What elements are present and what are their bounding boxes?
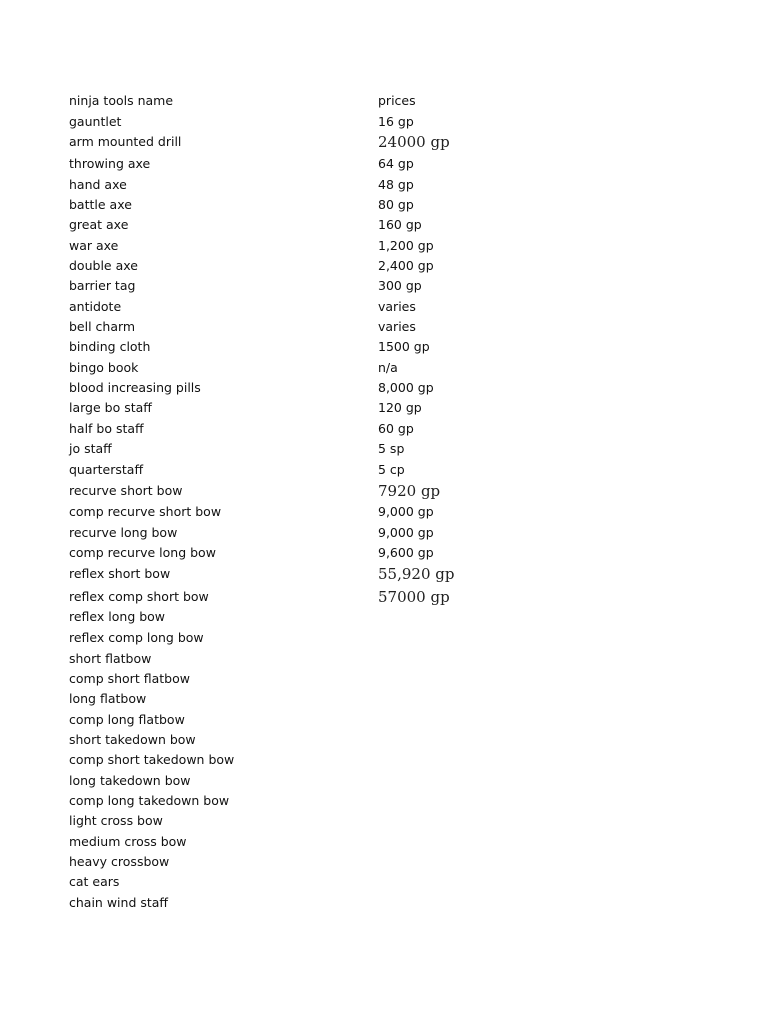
table-row [69,219,709,240]
table-row [69,611,709,632]
item-price: 48 gp [378,177,414,192]
item-name: throwing axe [69,156,151,171]
table-row [69,588,709,612]
item-name: barrier tag [69,278,136,293]
item-price: 300 gp [378,278,422,293]
name-column-header: ninja tools name [69,93,174,108]
table-row [69,876,709,897]
item-name: heavy crossbow [69,854,170,869]
table-header-row [69,95,709,116]
item-price: 57000 gp [378,588,450,606]
item-name: battle axe [69,197,132,212]
item-name: large bo staff [69,400,152,415]
item-name: reflex comp long bow [69,630,204,645]
item-price: 24000 gp [378,133,450,151]
item-name: comp recurve long bow [69,545,216,560]
item-name: blood increasing pills [69,380,201,395]
table-row [69,280,709,301]
item-name: chain wind staff [69,895,169,910]
table-row [69,133,709,157]
item-name: hand axe [69,177,127,192]
table-row [69,673,709,694]
item-price: 120 gp [378,400,422,415]
table-row [69,693,709,714]
item-name: comp short takedown bow [69,752,235,767]
table-row [69,754,709,775]
item-price: 1,200 gp [378,238,434,253]
item-price: 55,920 gp [378,565,455,583]
item-name: jo staff [69,441,112,456]
item-name: bingo book [69,360,139,375]
item-name: war axe [69,238,119,253]
item-price: 9,600 gp [378,545,434,560]
item-name: comp recurve short bow [69,504,222,519]
item-price: varies [378,299,416,314]
item-name: long flatbow [69,691,147,706]
price-column-header: prices [378,93,416,108]
item-name: comp short flatbow [69,671,190,686]
item-name: reflex short bow [69,566,171,581]
item-price: 16 gp [378,114,414,129]
item-name: reflex long bow [69,609,166,624]
item-price: 80 gp [378,197,414,212]
table-row [69,482,709,506]
item-name: reflex comp short bow [69,589,209,604]
item-name: bell charm [69,319,136,334]
item-name: light cross bow [69,813,163,828]
item-name: recurve long bow [69,525,178,540]
item-price: 160 gp [378,217,422,232]
item-price: n/a [378,360,398,375]
item-price: 9,000 gp [378,525,434,540]
item-price: 2,400 gp [378,258,434,273]
table-row [69,565,709,589]
item-price: 5 sp [378,441,405,456]
item-name: comp long flatbow [69,712,185,727]
item-name: great axe [69,217,129,232]
item-name: short flatbow [69,651,152,666]
item-name: antidote [69,299,122,314]
item-name: double axe [69,258,138,273]
table-row [69,506,709,527]
item-price: 64 gp [378,156,414,171]
item-price: 9,000 gp [378,504,434,519]
item-name: binding cloth [69,339,151,354]
item-name: comp long takedown bow [69,793,230,808]
table-row [69,402,709,423]
item-price: 7920 gp [378,482,441,500]
item-name: short takedown bow [69,732,196,747]
table-row [69,795,709,816]
item-price: 8,000 gp [378,380,434,395]
item-name: cat ears [69,874,120,889]
table-row [69,897,709,918]
item-name: arm mounted drill [69,134,182,149]
item-name: half bo staff [69,421,144,436]
table-row [69,158,709,179]
item-name: quarterstaff [69,462,144,477]
table-row [69,443,709,464]
item-price: 5 cp [378,462,405,477]
item-name: medium cross bow [69,834,187,849]
table-row [69,632,709,653]
table-row [69,341,709,362]
table-row [69,856,709,877]
item-price: varies [378,319,416,334]
item-name: gauntlet [69,114,122,129]
item-name: recurve short bow [69,483,183,498]
item-price: 60 gp [378,421,414,436]
table-row [69,815,709,836]
item-price: 1500 gp [378,339,430,354]
item-name: long takedown bow [69,773,191,788]
